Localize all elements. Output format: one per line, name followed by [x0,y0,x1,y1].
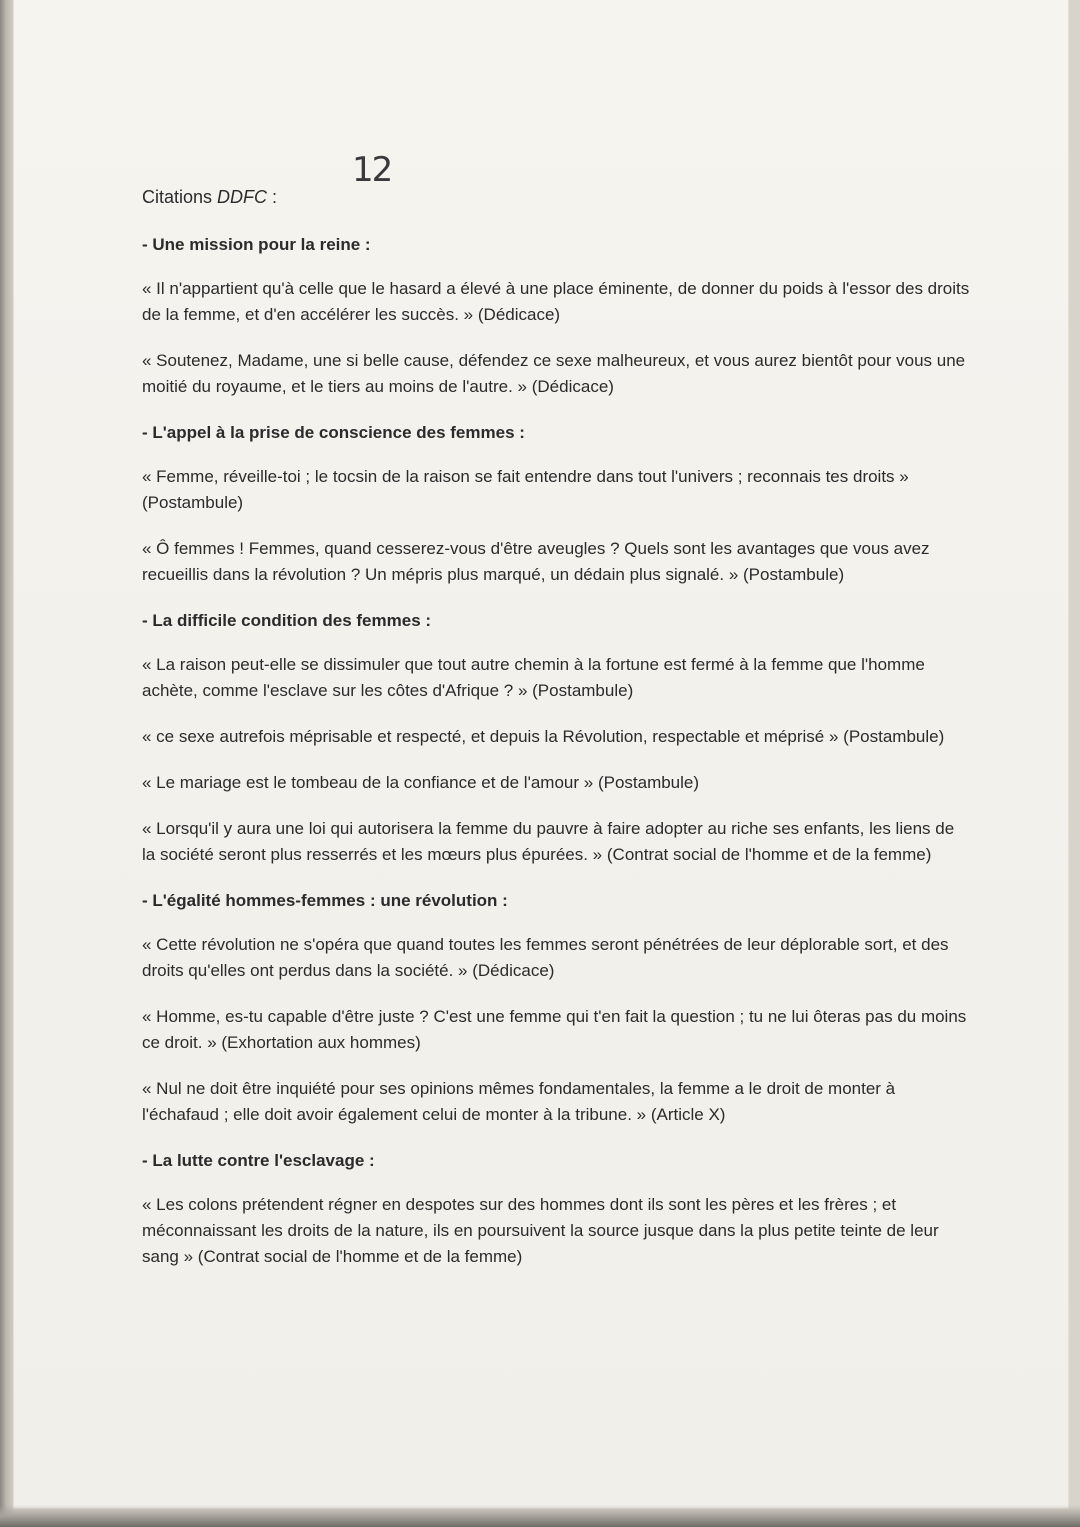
quote-source: (Dédicace) [477,305,561,324]
quote-source: (Postambule) [142,493,244,512]
quote-source: (Postambule) [843,727,945,746]
document-title-prefix: Citations [142,187,218,207]
section-title: - La lutte contre l'esclavage : [142,1151,375,1170]
quote [142,932,970,984]
quote-source: (Postambule) [532,681,634,700]
quote-text: « Homme, es-tu capable d'être juste ? C'est une femme qui t'en fait la question ; tu ne lui ôteras pas du moins ce droit. » [142,1007,967,1052]
quote [142,464,970,516]
quote [142,1192,970,1270]
quote-text: « La raison peut-elle se dissimuler que tout autre chemin à la fortune est fermé à la femme que l'homme achète, comme l'esclave sur les côtes d'Afrique ? » [142,655,925,700]
quote-source: (Postambule) [597,773,700,792]
quote-source: (Dédicace) [531,377,614,396]
quote [142,276,970,328]
quote-text: « Soutenez, Madame, une si belle cause, défendez ce sexe malheureux, et vous aurez bientôt pour vous une moitié du royaume, et le tiers au moins de l'autre. » [142,351,966,396]
quote-source: (Dédicace) [472,961,555,980]
quote-source: (Article X) [650,1105,726,1124]
quote-source: (Contrat social de l'homme et de la femme) [197,1247,523,1266]
document-title [142,184,970,210]
section-title: - L'appel à la prise de conscience des femmes : [142,423,525,442]
quote-text: « Les colons prétendent régner en despotes sur des hommes dont ils sont les pères et les frères ; et méconnaissant les droits de la nature, ils en poursuivent la source jusque dans la plus petite teinte de leur sang » [142,1195,939,1266]
section-mission-reine [140,232,970,400]
quote-text: « Il n'appartient qu'à celle que le hasard a élevé à une place éminente, de donner du poids à l'essor des droits de la femme, et d'en accélérer les succès. » [142,279,970,324]
quote [142,724,970,750]
quote [142,536,970,588]
paper-sheet [14,0,1068,1508]
quote-text: « Nul ne doit être inquiété pour ses opinions mêmes fondamentales, la femme a le droit de monter à l'échafaud ; elle doit avoir également celui de monter à la tribune. » [142,1079,896,1124]
quote [142,1076,970,1128]
quote-text: « Femme, réveille-toi ; le tocsin de la raison se fait entendre dans tout l'univers ; reconnais tes droits » [142,467,909,486]
quote-text: « Cette révolution ne s'opéra que quand toutes les femmes seront pénétrées de leur déplorable sort, et des droits qu'elles ont perdus dans la société. » [142,935,949,980]
section-difficile-condition [140,608,970,868]
quote [142,816,970,868]
section-title: - La difficile condition des femmes : [142,611,432,630]
quote-text: « Lorsqu'il y aura une loi qui autorisera la femme du pauvre à faire adopter au riche ses enfants, les liens de la société seront plus resserrés et les mœurs plus épurées. » [142,819,955,864]
quote [142,348,970,400]
document-title-suffix: : [267,187,278,207]
quote-source: (Contrat social de l'homme et de la femme) [606,845,932,864]
quote [142,652,970,704]
section-title: - Une mission pour la reine : [142,235,371,254]
quote-text: « ce sexe autrefois méprisable et respecté, et depuis la Révolution, respectable et méprisé » [142,727,839,746]
section-prise-de-conscience [140,420,970,588]
quote-source: (Exhortation aux hommes) [221,1033,421,1052]
section-title: - L'égalité hommes-femmes : une révolution : [142,891,508,910]
quote-text: « Ô femmes ! Femmes, quand cesserez-vous d'être aveugles ? Quels sont les avantages que vous avez recueillis dans la révolution ? Un mépris plus marqué, un dédain plus signalé. » [142,539,930,584]
quote [142,770,970,796]
quote-text: « Le mariage est le tombeau de la confiance et de l'amour » [142,773,594,792]
section-lutte-esclavage [140,1148,970,1270]
document-title-italic: DDFC [217,187,268,207]
quote [142,1004,970,1056]
page-number-handwritten: 12 [352,150,392,190]
document-body [140,184,970,1290]
section-egalite-revolution [140,888,970,1128]
quote-source: (Postambule) [743,565,845,584]
paper-edge-bottom [0,1505,1080,1527]
